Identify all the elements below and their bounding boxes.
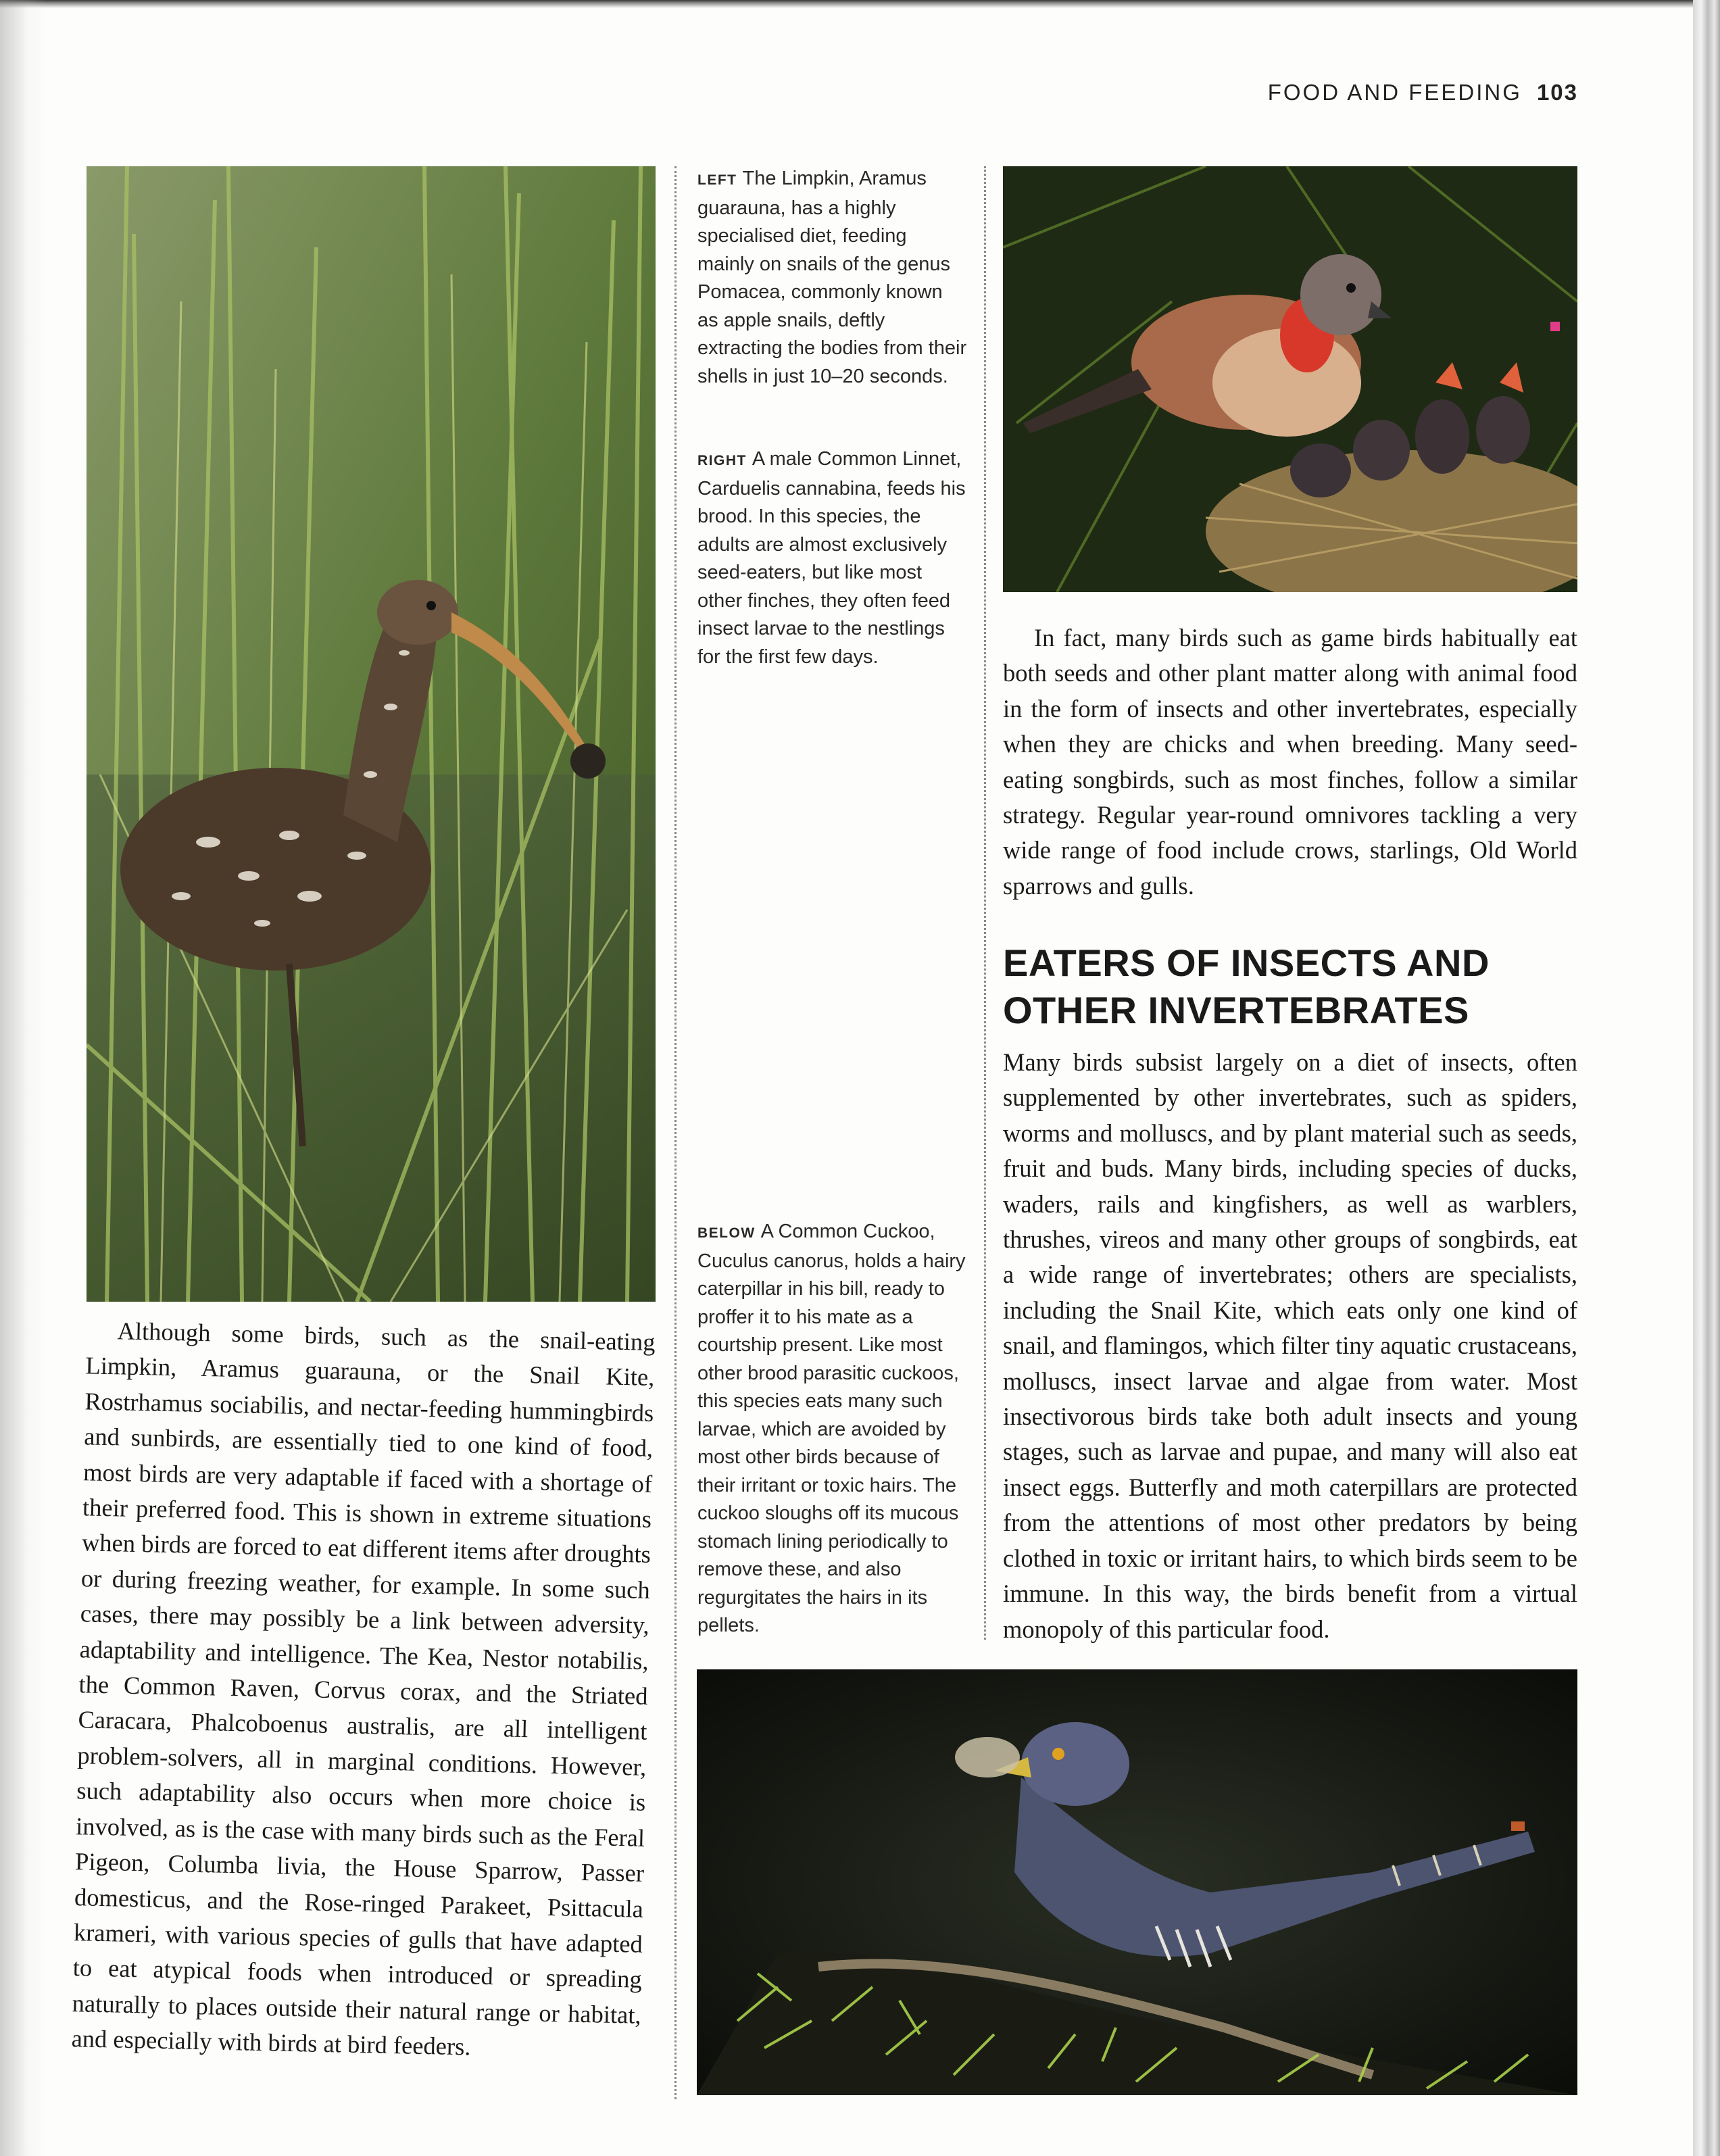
column-rule	[674, 166, 677, 2099]
paragraph: Many birds subsist largely on a diet of insects, often supplemented by other invertebrates, such as spiders, worms and molluscs, and by plant material such as seeds, fruit and buds. Many birds, including species of ducks, waders, rails and kingfishers, as well as warblers, thrushes, vireos and many other groups of songbirds, eat a wide range of invertebrates; others are specialists, including the Snail Kite, which eats only one kind of snail, and flamingos, which filter tiny aquatic crustaceans, molluscs, insect larvae and algae from water. Most insectivorous birds take both adult insects and young stages, such as larvae and pupae, and many will also eat insect eggs. Butterfly and moth caterpillars are protected from the attentions of most other predators by being clothed in toxic or irritant hairs, to which birds seem to be immune. In this way, the birds benefit from a virtual monopoly of this particular food.	[1003, 1048, 1577, 1643]
paragraph: In fact, many birds such as game birds habitually eat both seeds and other plant matter along with animal food in the form of insects and other invertebrates, especially when they are chicks and when breeding. Many seed-eating songbirds, such as most finches, follow a similar strategy. Regular year-round omnivores tackling a very wide range of food include crows, starlings, Old World sparrows and gulls.	[1003, 624, 1577, 900]
limpkin-photo	[87, 166, 656, 1302]
page-number: 103	[1536, 80, 1578, 105]
caption-right	[697, 445, 968, 671]
caption-label: BELOW	[697, 1225, 756, 1241]
gutter-shadow	[0, 0, 47, 2156]
column-rule	[984, 166, 986, 1640]
paragraph: Although some birds, such as the snail-eating Limpkin, Aramus guarauna, or the Snail Kite, Rostrhamus sociabilis, and nectar-feeding hummingbirds and sunbirds, are essentially tied to one kind of food, most birds are very adaptable if faced with a shortage of their preferred food. This is shown in extreme situations when birds are forced to eat different items after droughts or during freezing weather, for example. In some such cases, there may possibly be a link between adversity, adaptability and intelligence. The Kea, Nestor notabilis, the Common Raven, Corvus corax, and the Striated Caracara, Phalcoboenus australis, are all intelligent problem-solvers, all in marginal conditions. However, such adaptability also occurs when more choice is involved, as is the case with many birds such as the Feral Pigeon, Columba livia, the House Sparrow, Passer domesticus, and the Rose-ringed Parakeet, Psittacula krameri, with various species of gulls that have adapted to eat atypical foods when introduced or spreading naturally to places outside their natural range or habitat, and especially with birds at bird feeders.	[71, 1317, 656, 2061]
cuckoo-photo	[697, 1669, 1577, 2095]
caption-below	[697, 1218, 968, 1640]
caption-text: The Limpkin, Aramus guarauna, has a highly specialised diet, feeding mainly on snails of the genus Pomacea, commonly known as apple snails, deftly extracting the bodies from their shells in just 10–20 seconds.	[697, 168, 967, 387]
limpkin-illustration	[87, 166, 656, 1302]
linnet-photo	[1003, 166, 1577, 592]
caption-label: LEFT	[697, 172, 737, 188]
cuckoo-illustration	[697, 1669, 1577, 2095]
linnet-illustration	[1003, 166, 1577, 592]
section-title: FOOD AND FEEDING	[1267, 80, 1522, 105]
page-edge	[1693, 0, 1720, 2156]
body-paragraph-omnivores	[1003, 620, 1577, 904]
body-paragraph-insect-eaters	[1003, 1045, 1577, 1647]
page-top-edge	[0, 0, 1720, 8]
caption-text: A male Common Linnet, Carduelis cannabina, feeds his brood. In this species, the adults are almost exclusively seed-eaters, but like most other finches, they often feed insect larvae to the nestlings for the first few days.	[697, 448, 966, 668]
running-head	[1268, 80, 1578, 105]
caption-label: RIGHT	[697, 453, 747, 468]
body-paragraph-adaptability	[71, 1313, 656, 2068]
section-heading: EATERS OF INSECTS AND OTHER INVERTEBRATES	[1003, 941, 1490, 1031]
caption-text: A Common Cuckoo, Cuculus canorus, holds a hairy caterpillar in his bill, ready to proffer it to his mate as a courtship present. Like most other brood parasitic cuckoos, this species eats many such larvae, which are avoided by most other birds because of their irritant or toxic hairs. The cuckoo sloughs off its mucous stomach lining periodically to remove these, and also regurgitates the hairs in its pellets.	[697, 1221, 966, 1636]
caption-left	[697, 165, 968, 391]
